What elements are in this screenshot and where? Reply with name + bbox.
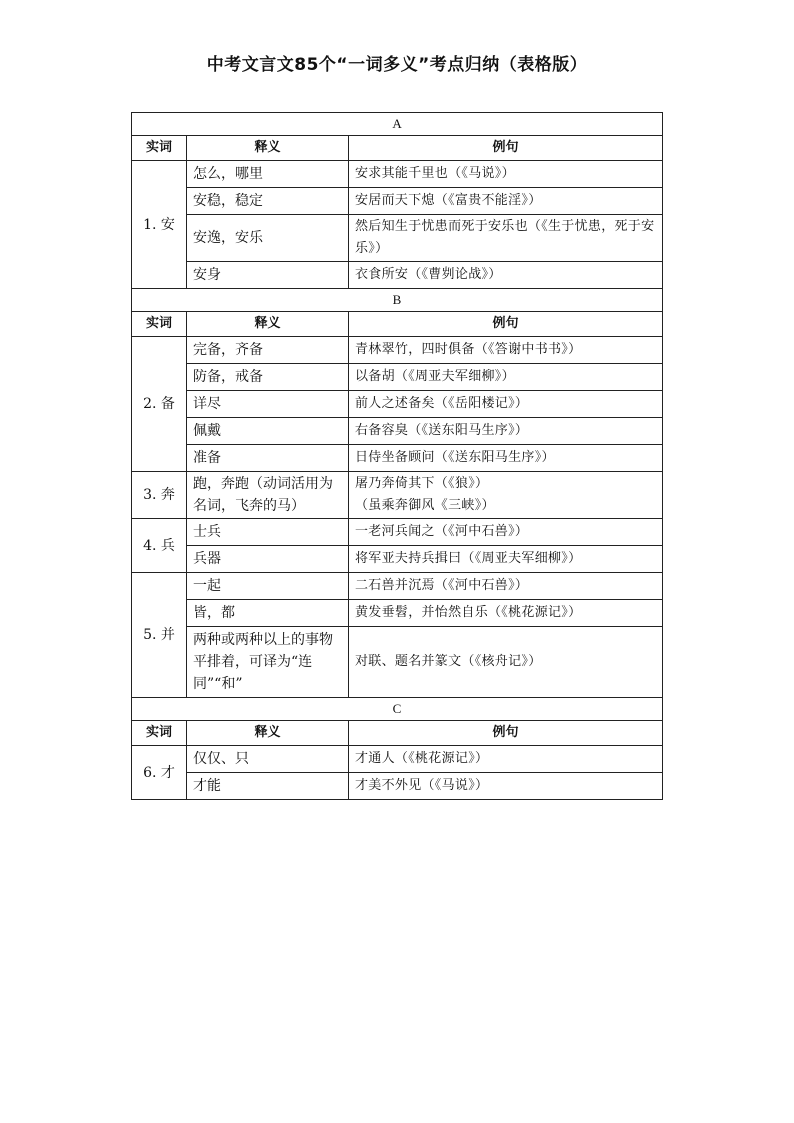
word-cell: 3. 奔 [132,472,187,519]
example-cell: 以备胡（《周亚夫军细柳》） [349,364,663,391]
column-header-meaning: 释义 [187,136,349,161]
example-cell: 日侍坐备顾问（《送东阳马生序》） [349,445,663,472]
example-line: 屠乃奔倚其下（《狼》） [355,476,489,491]
meaning-cell: 完备，齐备 [187,337,349,364]
meaning-cell: 一起 [187,573,349,600]
column-header-example: 例句 [349,312,663,337]
example-cell: 安求其能千里也（《马说》） [349,161,663,188]
meaning-cell: 安身 [187,262,349,289]
meaning-cell: 防备，戒备 [187,364,349,391]
meaning-cell: 佩戴 [187,418,349,445]
column-header-meaning: 释义 [187,312,349,337]
example-cell: 右备容臭（《送东阳马生序》） [349,418,663,445]
word-cell: 2. 备 [132,337,187,472]
example-cell: 青林翠竹，四时俱备（《答谢中书书》） [349,337,663,364]
example-cell: 才通人（《桃花源记》） [349,746,663,773]
example-cell: 二石兽并沉焉（《河中石兽》） [349,573,663,600]
example-line: （虽乘奔御风《三峡》） [355,498,495,513]
example-cell: 然后知生于忧患而死于安乐也（《生于忧患，死于安乐》） [349,215,663,262]
example-cell: 黄发垂髫，并怡然自乐（《桃花源记》） [349,600,663,627]
word-cell: 6. 才 [132,746,187,800]
document-title: 中考文言文85个“一词多义”考点归纳（表格版） [206,55,588,75]
word-cell: 5. 并 [132,573,187,698]
example-cell: 一老河兵闻之（《河中石兽》） [349,519,663,546]
polysemy-table [131,112,663,800]
meaning-cell: 兵器 [187,546,349,573]
column-header-example: 例句 [349,721,663,746]
meaning-cell: 准备 [187,445,349,472]
meaning-cell: 皆，都 [187,600,349,627]
example-cell: 衣食所安（《曹刿论战》） [349,262,663,289]
word-cell: 1. 安 [132,161,187,289]
word-cell: 4. 兵 [132,519,187,573]
meaning-cell: 士兵 [187,519,349,546]
meaning-cell: 详尽 [187,391,349,418]
meaning-cell: 跑，奔跑（动词活用为名词，飞奔的马） [187,472,349,519]
section-heading-c: C [132,698,663,721]
meaning-cell: 两种或两种以上的事物平排着，可译为“连同”“和” [187,627,349,698]
column-header-word: 实词 [132,721,187,746]
example-cell [349,472,663,519]
column-header-meaning: 释义 [187,721,349,746]
example-cell: 前人之述备矣（《岳阳楼记》） [349,391,663,418]
meaning-cell: 仅仅、只 [187,746,349,773]
column-header-word: 实词 [132,136,187,161]
meaning-cell: 才能 [187,773,349,800]
example-cell: 将军亚夫持兵揖曰（《周亚夫军细柳》） [349,546,663,573]
column-header-example: 例句 [349,136,663,161]
section-heading-a: A [132,113,663,136]
example-cell: 对联、题名并篆文（《核舟记》） [349,627,663,698]
meaning-cell: 安稳，稳定 [187,188,349,215]
meaning-cell: 安逸，安乐 [187,215,349,262]
example-cell: 安居而天下熄（《富贵不能淫》） [349,188,663,215]
meaning-cell: 怎么，哪里 [187,161,349,188]
section-heading-b: B [132,289,663,312]
column-header-word: 实词 [132,312,187,337]
example-cell: 才美不外见（《马说》） [349,773,663,800]
